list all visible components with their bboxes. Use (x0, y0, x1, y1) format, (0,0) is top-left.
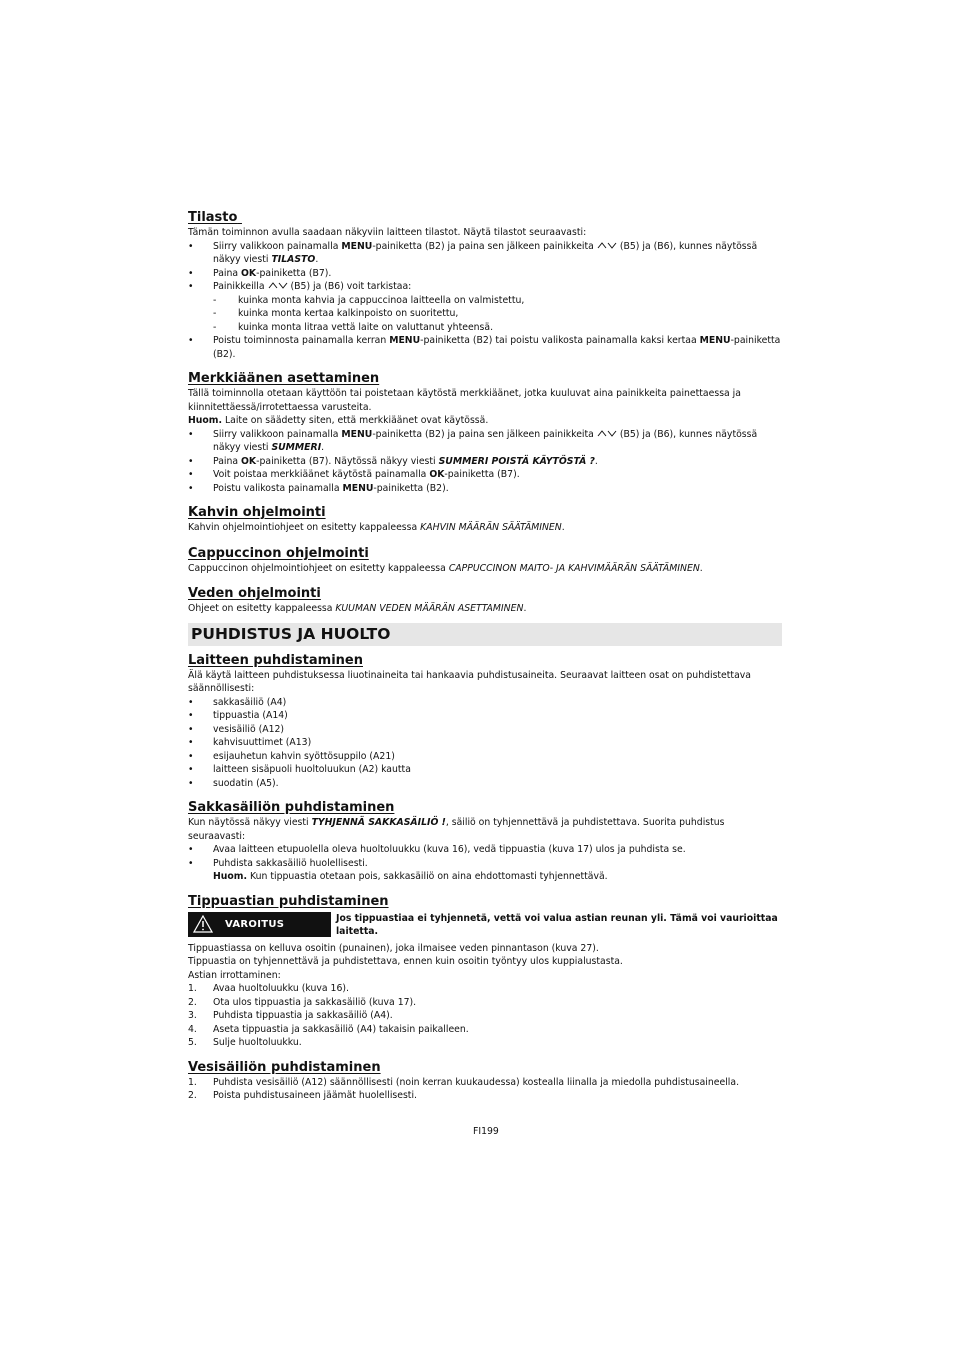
list-item: - kuinka monta kahvia ja cappuccinoa laitteella on valmistettu, (213, 294, 782, 308)
list-item: 1. Avaa huoltoluukku (kuva 16). (188, 983, 349, 994)
list-item: • Avaa laitteen etupuolella oleva huoltoluukku (kuva 16), vedä tippuastia (kuva 17) ulos ja puhdista se. (188, 843, 782, 857)
list-item: - kuinka monta litraa vettä laite on valuttanut yhteensä. (213, 321, 782, 335)
list-item: • tippuastia (A14) (188, 709, 782, 723)
list-item: • suodatin (A5). (188, 777, 782, 791)
list-item: • esijauhetun kahvin syöttösuppilo (A21) (188, 750, 782, 764)
tippu-p1: Tippuastiassa on kelluva osoitin (punainen), joka ilmaisee veden pinnantason (kuva 27). (188, 942, 599, 954)
warning-triangle-icon (193, 915, 213, 933)
kahvi-text: Kahvin ohjelmointiohjeet on esitetty kappaleessa KAHVIN MÄÄRÄN SÄÄTÄMINEN. (188, 522, 565, 533)
merkki-note: Huom. Laite on säädetty siten, että merkkiäänet ovat käytössä. (188, 415, 489, 426)
list-item: 5. Sulje huoltoluukku. (188, 1037, 302, 1048)
tilasto-list (188, 240, 782, 362)
section-band (188, 623, 782, 646)
tilasto-sublist (213, 294, 782, 335)
warning-text: Jos tippuastiaa ei tyhjennetä, vettä voi valua astian reunan yli. Tämä voi vaurioittaa laitetta. (336, 912, 778, 937)
up-down-arrows-icon (597, 429, 617, 438)
list-item: - kuinka monta kertaa kalkinpoisto on suoritettu, (213, 307, 782, 321)
list-item: • Siirry valikkoon painamalla MENU-painiketta (B2) ja paina sen jälkeen painikkeita (B5) ja (B6), kunnes näytössä näkyy viesti SUMMERI. (188, 428, 782, 455)
list-item: • sakkasäiliö (A4) (188, 696, 782, 710)
tippu-p2: Tippuastia on tyhjennettävä ja puhdistettava, ennen kuin osoitin työntyy ulos kuppialustasta. (188, 956, 623, 967)
list-item: 2. Ota ulos tippuastia ja sakkasäiliö (kuva 17). (188, 996, 417, 1008)
list-item: 1. Puhdista vesisäiliö (A12) säännöllisesti (noin kerran kuukaudessa) kostealla liinalla ja miedolla puhdistusaineella. (188, 1076, 740, 1088)
tippu-p3: Astian irrottaminen: (188, 969, 281, 981)
list-item: • Poistu valikosta painamalla MENU-painiketta (B2). (188, 482, 782, 496)
list-item: • kahvisuuttimet (A13) (188, 736, 782, 750)
list-item: • Poistu toiminnosta painamalla kerran MENU-painiketta (B2) tai poistu valikosta painamalla kaksi kertaa MENU-painiketta (B2). (188, 334, 782, 361)
list-item: • Puhdista sakkasäiliö huolellisesti. Huom. Kun tippuastia otetaan pois, sakkasäiliö on aina ehdottomasti tyhjennettävä. (188, 857, 782, 884)
sakka-list (188, 843, 782, 884)
tilasto-intro: Tämän toiminnon avulla saadaan näkyviin laitteen tilastot. Näytä tilastot seuraavasti: (188, 227, 587, 238)
heading-merkkiaani: Merkkiäänen asettaminen (188, 371, 380, 386)
merkki-list (188, 428, 782, 496)
list-item: • vesisäiliö (A12) (188, 723, 782, 737)
vesi-text: Ohjeet on esitetty kappaleessa KUUMAN VEDEN MÄÄRÄN ASETTAMINEN. (188, 603, 527, 614)
merkki-intro: Tällä toiminnolla otetaan käyttöön tai poistetaan käytöstä merkkiäänet, jotka kuuluvat aina painikkeita painettaessa ja kiinnitettäessä/irrotettaessa varusteita. (188, 388, 741, 413)
sakka-intro: Kun näytössä näkyy viesti TYHJENNÄ SAKKASÄILIÖ !, säiliö on tyhjennettävä ja puhdistettava. Suorita puhdistus seuraavasti: (188, 817, 725, 842)
list-item: 2. Poista puhdistusaineen jäämät huolellisesti. (188, 1090, 417, 1101)
document-page (188, 209, 782, 1103)
list-item: • Siirry valikkoon painamalla MENU-painiketta (B2) ja paina sen jälkeen painikkeita (B5) ja (B6), kunnes näytössä näkyy viesti TILASTO. (188, 240, 782, 267)
list-item: • Paina OK-painiketta (B7). Näytössä näkyy viesti SUMMERI POISTÄ KÄYTÖSTÄ ?. (188, 455, 782, 469)
up-down-arrows-icon (268, 281, 288, 290)
list-item: • Voit poistaa merkkiäänet käytöstä painamalla OK-painiketta (B7). (188, 468, 782, 482)
heading-tippuastian-puhdistaminen: Tippuastian puhdistaminen (188, 893, 389, 909)
list-item: • laitteen sisäpuoli huoltoluukun (A2) kautta (188, 763, 782, 777)
list-item: 3. Puhdista tippuastia ja sakkasäiliö (A4). (188, 1010, 393, 1021)
cappuccino-text: Cappuccinon ohjelmointiohjeet on esitetty kappaleessa CAPPUCCINON MAITO- JA KAHVIMÄÄRÄN SÄÄTÄMINEN. (188, 562, 703, 574)
warning-block (188, 912, 782, 938)
up-down-arrows-icon (597, 241, 617, 250)
tippu-steps (188, 982, 782, 1050)
section-band-title: PUHDISTUS JA HUOLTO (191, 624, 391, 643)
heading-kahvin-ohjelmointi: Kahvin ohjelmointi (188, 505, 326, 520)
heading-laitteen-puhdistaminen: Laitteen puhdistaminen (188, 652, 363, 668)
warning-label: VAROITUS (225, 918, 285, 930)
vesisailio-steps (188, 1076, 782, 1103)
laite-intro: Älä käytä laitteen puhdistuksessa liuotinaineita tai hankaavia puhdistusaineita. Seuraavat laitteen osat on puhdistettava säännöllisesti: (188, 669, 751, 694)
list-item: • Paina OK-painiketta (B7). (188, 267, 782, 281)
page-number: FI199 (473, 1126, 499, 1137)
heading-sakkasailion-puhdistaminen: Sakkasäiliön puhdistaminen (188, 800, 395, 815)
heading-veden-ohjelmointi: Veden ohjelmointi (188, 586, 321, 601)
heading-tilasto: Tilasto (188, 210, 238, 225)
warning-label-box (188, 912, 331, 937)
list-item: 4. Aseta tippuastia ja sakkasäiliö (A4) takaisin paikalleen. (188, 1023, 469, 1035)
list-item: • Painikkeilla (B5) ja (B6) voit tarkistaa: - kuinka monta kahvia ja cappuccinoa laitteella on valmistettu, - kuinka monta kertaa kalkinpoisto on suoritettu, - kuinka monta litraa vettä laite on valuttanut yhteensä. (188, 280, 782, 334)
laite-list (188, 696, 782, 791)
heading-cappuccinon-ohjelmointi: Cappuccinon ohjelmointi (188, 545, 369, 561)
heading-vesisailion-puhdistaminen: Vesisäiliön puhdistaminen (188, 1059, 381, 1075)
